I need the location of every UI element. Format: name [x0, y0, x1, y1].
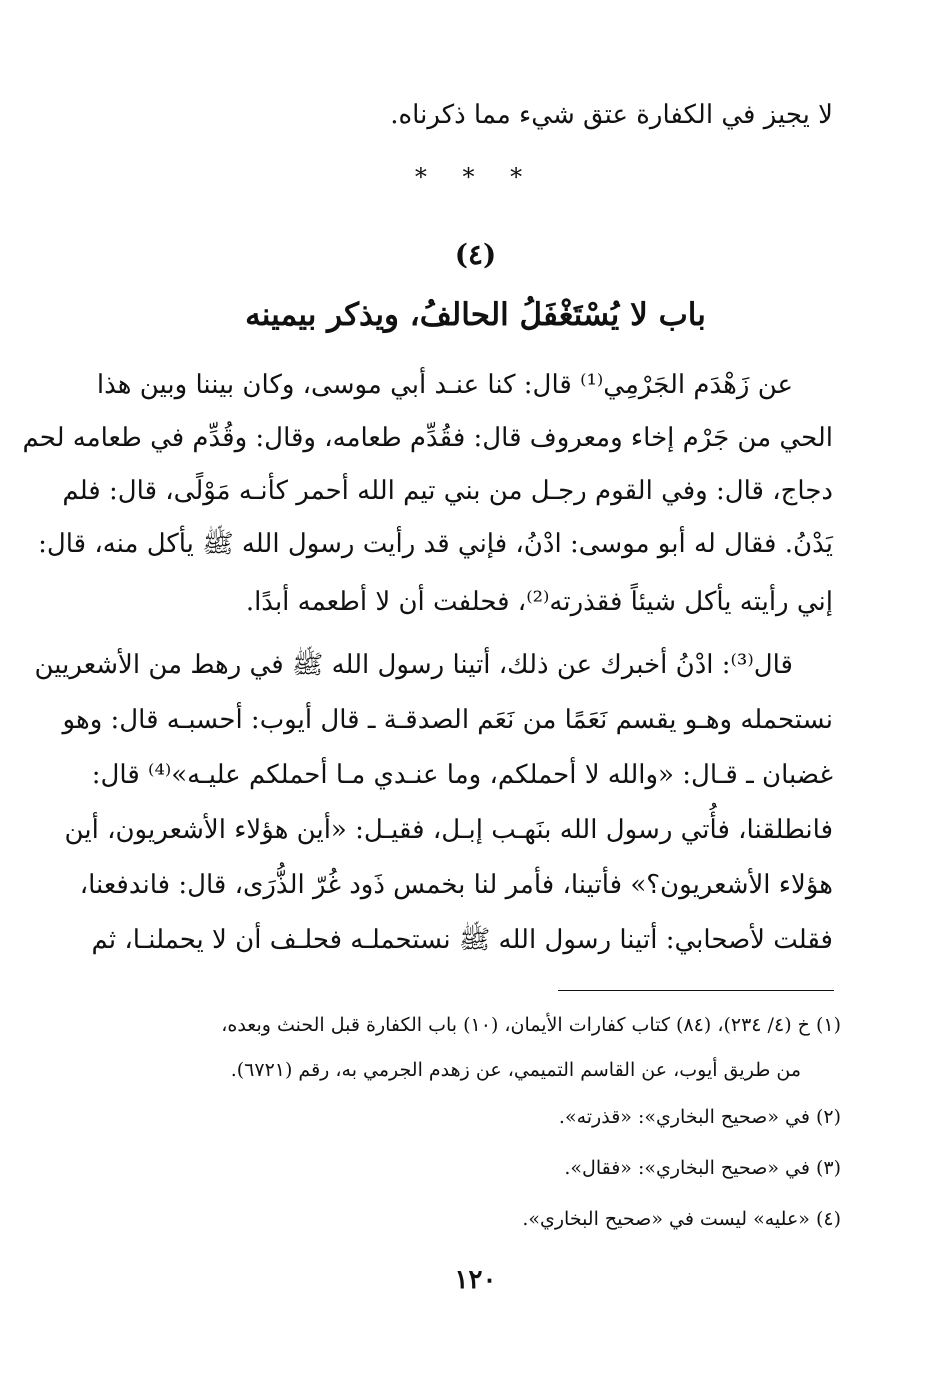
paragraph2-line: نستحمله وهـو يقسم نَعَمًا من نَعَم الصدقـة ـ قال أيوب: أحسبـه قال: وهو — [62, 705, 833, 735]
paragraph1-line: عن زَهْدَم الجَرْمِي⁽¹⁾ قال: كنا عنـد أبي موسى، وكان بيننا وبين هذا — [96, 370, 793, 400]
paragraph2-line: هؤلاء الأشعريون؟» فأتينا، فأمر لنا بخمس ذَود غُرّ الذُّرَى، قال: فاندفعنا، — [79, 870, 833, 900]
footnote-2: (٢) في «صحيح البخاري»: «قذرته». — [558, 1106, 841, 1128]
footnote-4: (٤) «عليه» ليست في «صحيح البخاري». — [522, 1208, 841, 1230]
footnote-3: (٣) في «صحيح البخاري»: «فقال». — [564, 1157, 841, 1179]
section-separator: * * * — [414, 163, 537, 191]
paragraph1-line: الحي من جَرْم إخاء ومعروف قال: فقُدِّم طعامه، وقال: وقُدِّم في طعامه لحم — [22, 423, 833, 453]
footnote-1-continued: من طريق أيوب، عن القاسم التميمي، عن زهدم الجرمي به، رقم (٦٧٢١). — [230, 1059, 801, 1081]
page-number: ١٢٠ — [454, 1265, 497, 1295]
chapter-number: (٤) — [454, 238, 497, 271]
paragraph2-line: فانطلقنا، فأُتي رسول الله بنَهـب إبـل، فقيـل: «أين هؤلاء الأشعريون، أين — [64, 815, 833, 845]
paragraph2-line: فقلت لأصحابي: أتينا رسول الله ﷺ نستحملـه فحلـف أن لا يحملنـا، ثم — [91, 925, 833, 955]
paragraph1-line: يَدْنُ. فقال له أبو موسى: ادْنُ، فإني قد رأيت رسول الله ﷺ يأكل منه، قال: — [38, 529, 833, 559]
paragraph1-line: إني رأيته يأكل شيئاً فقذرته⁽²⁾، فحلفت أن لا أطعمه أبدًا. — [245, 587, 833, 617]
chapter-title: باب لا يُسْتَغْفَلُ الحالفُ، ويذكر بيمينه — [245, 297, 706, 333]
paragraph2-line: غضبان ـ قـال: «والله لا أحملكم، وما عنـدي مـا أحملكم عليـه»⁽⁴⁾ قال: — [91, 760, 833, 790]
paragraph1-line: دجاج، قال: وفي القوم رجـل من بني تيم الله أحمر كأنـه مَوْلًى، قال: فلم — [62, 476, 833, 506]
carryover-line: لا يجيز في الكفارة عتق شيء مما ذكرناه. — [390, 100, 833, 130]
footnote-1: (١) خ (٤/ ٢٣٤)، (٨٤) كتاب كفارات الأيمان، (١٠) باب الكفارة قبل الحنث وبعده، — [221, 1014, 841, 1036]
footnote-divider — [558, 990, 834, 991]
paragraph2-line: قال⁽³⁾: ادْنُ أخبرك عن ذلك، أتينا رسول الله ﷺ في رهط من الأشعريين — [34, 650, 793, 680]
